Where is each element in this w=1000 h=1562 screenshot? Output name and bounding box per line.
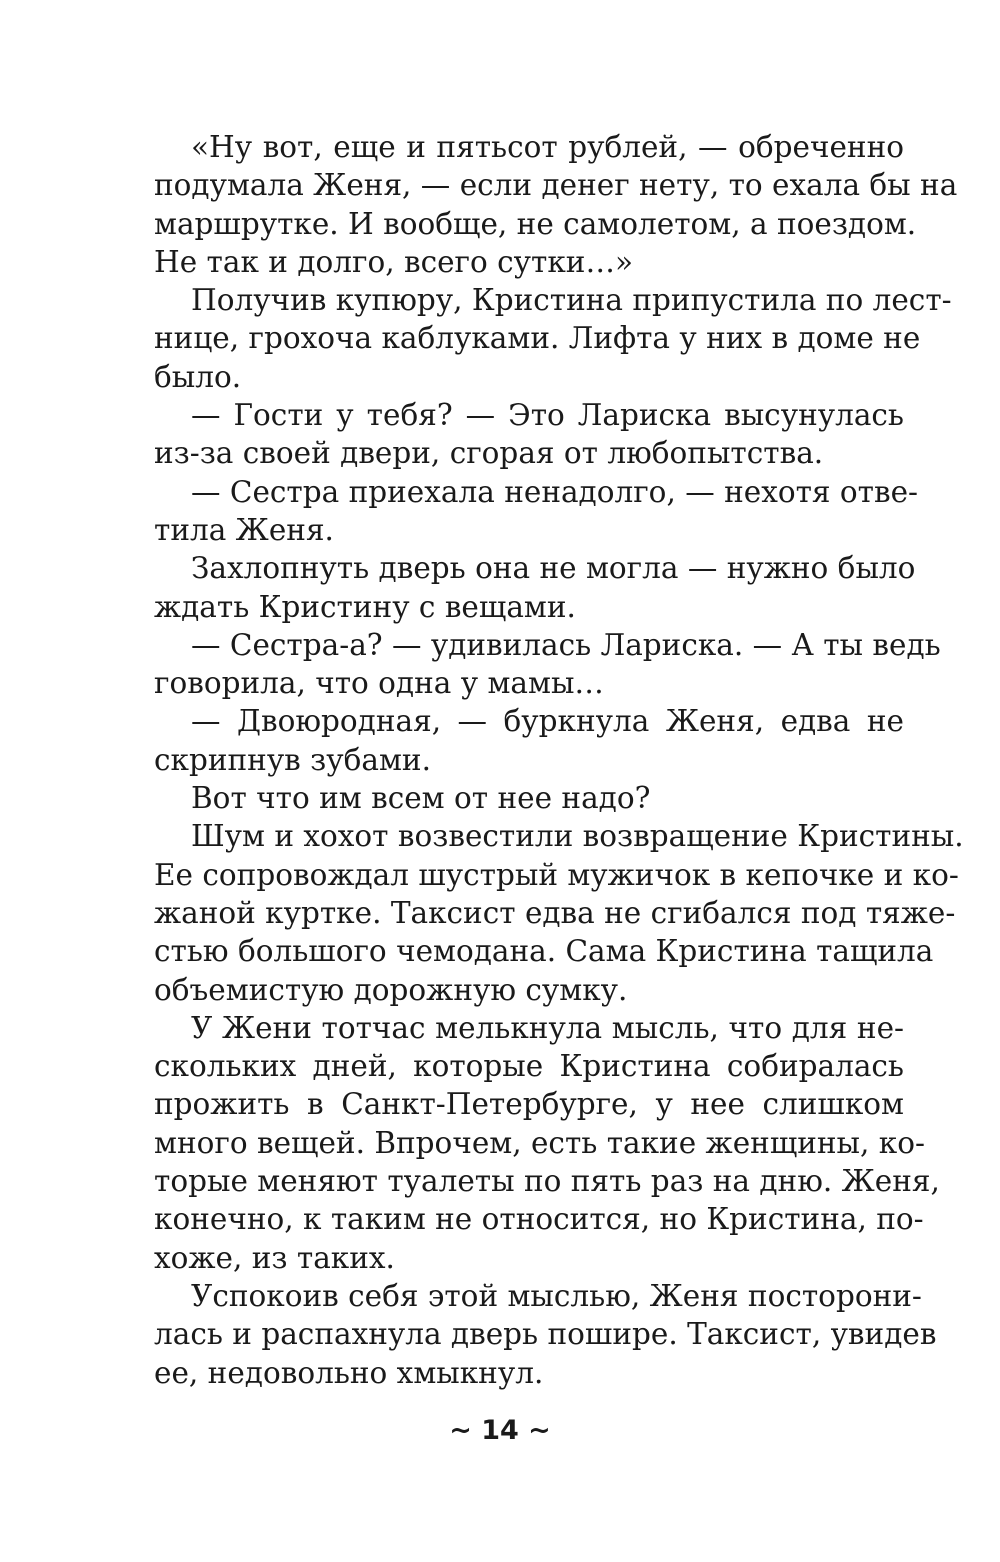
- text-line: торые меняют туалеты по пять раз на дню. Женя,: [154, 1164, 940, 1199]
- page-number: ~ 14 ~: [449, 1415, 551, 1446]
- text-line: Шум и хохот возвестили возвращение Кристины.: [191, 819, 964, 854]
- text-line: стью большого чемодана. Сама Кристина тащила: [154, 934, 934, 969]
- text-line: Получив купюру, Кристина припустила по лест-: [191, 283, 952, 318]
- text-line: жаной куртке. Таксист едва не сгибался под тяже-: [154, 895, 956, 930]
- text-line: из-за своей двери, сгорая от любопытства.: [154, 436, 824, 471]
- text-line: конечно, к таким не относится, но Кристина, по-: [154, 1202, 924, 1237]
- text-line: — Сестра приехала ненадолго, — нехотя отве-: [191, 474, 919, 509]
- text-line: скрипнув зубами.: [154, 742, 431, 777]
- text-line: Ее сопровождал шустрый мужичок в кепочке и ко-: [154, 857, 959, 892]
- text-line: — Сестра-а? — удивилась Лариска. — А ты ведь: [191, 627, 941, 662]
- text-line: «Ну вот, еще и пятьсот рублей, — обреченно: [191, 130, 904, 164]
- text-line: ее, недовольно хмыкнул.: [154, 1355, 544, 1390]
- text-line: нице, грохоча каблуками. Лифта у них в доме не: [154, 321, 921, 356]
- text-line: — Двоюродная, — буркнула Женя, едва не: [191, 704, 904, 739]
- text-line: Успокоив себя этой мыслью, Женя посторони-: [191, 1278, 922, 1313]
- text-line: маршрутке. И вообще, не самолетом, а поездом.: [154, 206, 917, 241]
- text-line: У Жени тотчас мелькнула мысль, что для не-: [191, 1010, 904, 1045]
- text-line: хоже, из таких.: [154, 1240, 395, 1275]
- text-line: — Гости у тебя? — Это Лариска высунулась: [191, 398, 904, 433]
- text-line: тила Женя.: [154, 512, 334, 547]
- text-line: говорила, что одна у мамы…: [154, 666, 604, 701]
- text-line: прожить в Санкт-Петербурге, у нее слишком: [154, 1087, 904, 1122]
- text-line: было.: [154, 359, 242, 394]
- text-line: Не так и долго, всего сутки…»: [154, 244, 633, 279]
- text-line: Вот что им всем от нее надо?: [191, 781, 651, 816]
- body-text: [154, 128, 964, 1392]
- text-line: Захлопнуть дверь она не могла — нужно было: [191, 551, 916, 586]
- text-line: лась и распахнула дверь пошире. Таксист, увидев: [154, 1317, 937, 1352]
- text-line: объемистую дорожную сумку.: [154, 972, 628, 1007]
- text-line: подумала Женя, — если денег нету, то ехала бы на: [154, 168, 958, 203]
- text-line: ждать Кристину с вещами.: [154, 589, 576, 624]
- text-line: скольких дней, которые Кристина собиралась: [154, 1049, 904, 1084]
- text-line: много вещей. Впрочем, есть такие женщины, ко-: [154, 1125, 925, 1160]
